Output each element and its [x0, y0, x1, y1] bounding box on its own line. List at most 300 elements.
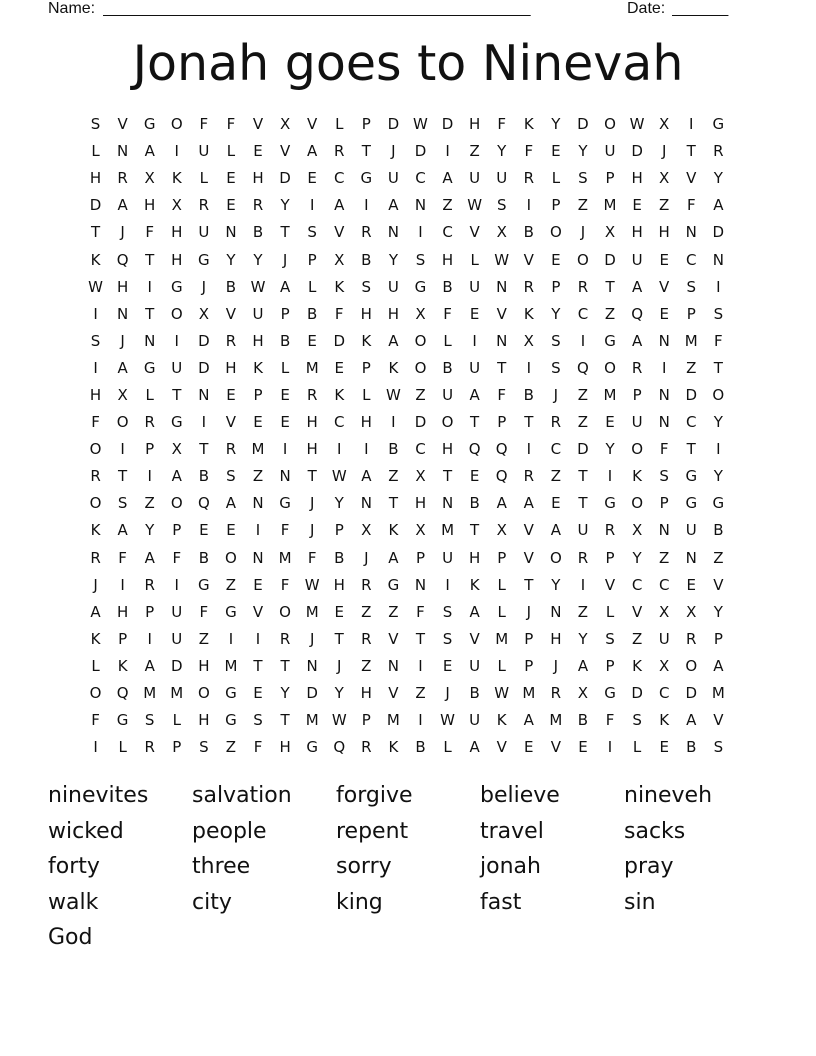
word-bank-item: pray — [624, 854, 674, 879]
grid-letter: J — [120, 331, 125, 350]
grid-row — [82, 463, 732, 490]
grid-letter: U — [631, 250, 643, 269]
grid-letter: X — [496, 521, 507, 540]
word-bank-item: wicked — [48, 818, 124, 844]
grid-letter: A — [388, 331, 399, 350]
grid-letter: G — [225, 602, 237, 621]
grid-letter: Y — [551, 575, 561, 594]
grid-letter: R — [225, 331, 237, 350]
grid-letter: R — [334, 142, 345, 161]
grid-letter: F — [334, 304, 344, 323]
grid-letter: K — [90, 521, 101, 540]
grid-letter: R — [279, 629, 291, 648]
grid-letter: O — [89, 494, 102, 513]
grid-letter: F — [416, 602, 425, 621]
grid-letter: Z — [604, 304, 616, 323]
grid-letter: U — [604, 142, 616, 161]
grid-letter: U — [252, 304, 264, 323]
grid-letter: D — [712, 223, 725, 242]
grid-letter: T — [605, 277, 615, 296]
grid-letter: V — [550, 738, 561, 757]
grid-letter: D — [631, 142, 643, 161]
grid-letter: R — [252, 196, 264, 215]
grid-letter: W — [250, 277, 266, 296]
grid-letter: S — [415, 250, 426, 269]
grid-letter: B — [307, 304, 318, 323]
grid-letter: U — [387, 169, 399, 188]
grid-letter: I — [607, 467, 613, 486]
grid-letter: L — [280, 358, 290, 377]
grid-letter: S — [442, 602, 453, 621]
grid-letter: P — [605, 656, 615, 675]
name-label: Name: — [48, 0, 96, 17]
grid-letter: N — [387, 223, 400, 242]
grid-letter: G — [306, 738, 318, 757]
grid-letter: E — [469, 304, 480, 323]
grid-letter: F — [118, 548, 127, 567]
grid-letter: G — [225, 711, 237, 730]
grid-letter: K — [334, 277, 345, 296]
grid-letter: Z — [252, 467, 264, 486]
grid-letter: L — [497, 575, 506, 594]
grid-letter: V — [388, 684, 399, 703]
grid-letter: P — [497, 548, 507, 567]
grid-letter: V — [225, 413, 237, 432]
grid-letter: P — [280, 304, 290, 323]
grid-letter: O — [225, 548, 237, 567]
grid-letter: H — [658, 223, 670, 242]
grid-letter: B — [279, 331, 291, 350]
grid-letter: S — [605, 629, 615, 648]
grid-letter: V — [279, 142, 291, 161]
grid-letter: O — [631, 494, 643, 513]
grid-letter: K — [523, 304, 534, 323]
grid-letter: K — [171, 169, 182, 188]
grid-letter: E — [659, 738, 669, 757]
grid-letter: R — [523, 467, 534, 486]
grid-letter: J — [309, 494, 315, 513]
grid-letter: V — [469, 223, 480, 242]
grid-letter: G — [225, 684, 237, 703]
grid-letter: H — [631, 223, 643, 242]
grid-letter: N — [658, 331, 670, 350]
word-search-grid — [82, 111, 732, 761]
grid-letter: J — [309, 629, 315, 648]
grid-letter: V — [686, 169, 697, 188]
grid-letter: M — [603, 196, 617, 215]
grid-letter: Y — [605, 440, 615, 459]
grid-letter: S — [632, 711, 642, 730]
grid-letter: U — [685, 521, 697, 540]
grid-letter: Y — [280, 196, 290, 215]
grid-letter: A — [523, 711, 534, 730]
grid-letter: R — [198, 196, 210, 215]
grid-letter: H — [198, 711, 210, 730]
grid-letter: F — [307, 548, 317, 567]
grid-row — [82, 572, 732, 599]
grid-letter: D — [306, 684, 318, 703]
grid-letter: I — [174, 142, 179, 161]
grid-letter: F — [172, 548, 182, 567]
grid-letter: S — [361, 277, 372, 296]
grid-letter: W — [331, 467, 347, 486]
grid-letter: O — [549, 548, 562, 567]
grid-letter: E — [659, 304, 669, 323]
grid-letter: P — [605, 548, 615, 567]
grid-letter: Z — [713, 548, 724, 567]
grid-letter: C — [334, 413, 345, 432]
grid-letter: R — [90, 467, 101, 486]
grid-letter: E — [442, 656, 453, 675]
grid-row — [82, 734, 732, 761]
grid-letter: E — [226, 196, 236, 215]
grid-letter: H — [360, 304, 372, 323]
grid-letter: O — [116, 413, 129, 432]
grid-letter: D — [89, 196, 102, 215]
grid-letter: U — [198, 142, 210, 161]
grid-letter: W — [413, 115, 428, 134]
grid-letter: R — [550, 413, 562, 432]
grid-letter: I — [689, 115, 694, 134]
grid-letter: P — [118, 629, 128, 648]
grid-letter: C — [442, 223, 453, 242]
grid-letter: Z — [577, 385, 589, 404]
grid-letter: R — [550, 684, 562, 703]
grid-letter: B — [252, 223, 264, 242]
grid-letter: A — [686, 711, 697, 730]
grid-letter: J — [337, 656, 342, 675]
grid-letter: F — [686, 196, 696, 215]
grid-letter: V — [225, 304, 237, 323]
grid-letter: B — [686, 738, 697, 757]
word-bank-item: jonah — [480, 854, 541, 879]
grid-letter: M — [549, 711, 563, 730]
grid-letter: O — [197, 684, 210, 703]
grid-letter: Q — [495, 440, 508, 459]
grid-letter: Y — [253, 250, 263, 269]
grid-letter: J — [661, 142, 667, 161]
grid-letter: G — [116, 711, 129, 730]
grid-letter: L — [551, 169, 561, 188]
grid-letter: O — [604, 115, 616, 134]
grid-letter: A — [144, 142, 155, 161]
grid-letter: R — [117, 169, 128, 188]
grid-letter: G — [604, 331, 616, 350]
grid-letter: U — [198, 223, 210, 242]
grid-letter: R — [144, 575, 155, 594]
grid-letter: I — [526, 440, 531, 459]
grid-letter: B — [334, 548, 345, 567]
grid-letter: G — [685, 467, 698, 486]
grid-letter: B — [523, 385, 534, 404]
grid-letter: I — [282, 440, 288, 459]
grid-letter: H — [468, 548, 481, 567]
grid-letter: P — [659, 494, 669, 513]
grid-letter: H — [387, 304, 400, 323]
grid-letter: P — [551, 196, 561, 215]
grid-letter: F — [280, 521, 290, 540]
grid-letter: T — [145, 250, 155, 269]
grid-letter: U — [387, 277, 399, 296]
grid-letter: T — [361, 142, 371, 161]
grid-letter: A — [388, 196, 399, 215]
grid-letter: C — [415, 169, 426, 188]
grid-letter: N — [225, 223, 237, 242]
grid-letter: I — [418, 711, 423, 730]
grid-letter: S — [117, 494, 128, 513]
grid-letter: C — [631, 575, 643, 594]
grid-row — [82, 545, 732, 572]
grid-letter: B — [361, 250, 372, 269]
grid-letter: A — [334, 196, 345, 215]
grid-letter: O — [685, 656, 698, 675]
grid-letter: P — [361, 358, 371, 377]
grid-letter: A — [631, 277, 643, 296]
grid-letter: U — [171, 358, 183, 377]
word-bank-item: sorry — [336, 854, 392, 879]
grid-letter: O — [170, 304, 183, 323]
word-bank-item: three — [192, 854, 251, 879]
grid-letter: Y — [551, 304, 561, 323]
grid-letter: D — [387, 115, 400, 134]
grid-letter: H — [631, 169, 643, 188]
grid-letter: Z — [144, 494, 155, 513]
grid-letter: J — [201, 277, 207, 296]
grid-letter: E — [524, 738, 534, 757]
grid-letter: V — [523, 548, 534, 567]
grid-letter: N — [658, 413, 670, 432]
grid-letter: A — [225, 494, 237, 513]
grid-letter: E — [226, 169, 236, 188]
grid-letter: N — [252, 548, 264, 567]
grid-letter: J — [364, 548, 369, 567]
grid-letter: Z — [469, 142, 480, 161]
grid-letter: Z — [686, 358, 697, 377]
grid-letter: F — [253, 738, 263, 757]
grid-letter: I — [147, 467, 152, 486]
grid-letter: D — [414, 142, 427, 161]
grid-letter: R — [144, 738, 155, 757]
grid-letter: S — [686, 277, 697, 296]
grid-letter: A — [523, 494, 534, 513]
grid-letter: I — [418, 656, 423, 675]
grid-letter: X — [117, 385, 128, 404]
grid-letter: Y — [388, 250, 398, 269]
grid-letter: I — [716, 277, 721, 296]
grid-letter: F — [199, 115, 209, 134]
grid-letter: X — [198, 304, 209, 323]
grid-letter: R — [523, 169, 534, 188]
grid-letter: H — [550, 629, 562, 648]
grid-letter: F — [659, 440, 669, 459]
grid-letter: H — [171, 250, 183, 269]
grid-letter: F — [443, 304, 452, 323]
grid-letter: I — [445, 142, 450, 161]
grid-letter: X — [144, 169, 155, 188]
grid-letter: A — [307, 142, 318, 161]
grid-letter: Z — [442, 196, 453, 215]
grid-letter: R — [686, 629, 697, 648]
grid-letter: A — [631, 331, 643, 350]
grid-letter: V — [631, 602, 643, 621]
grid-letter: P — [172, 521, 182, 540]
word-bank-item: city — [192, 889, 232, 915]
grid-letter: C — [550, 440, 562, 459]
grid-letter: S — [307, 223, 317, 242]
grid-letter: B — [469, 494, 480, 513]
grid-letter: E — [632, 196, 642, 215]
grid-letter: I — [364, 196, 369, 215]
grid-letter: Y — [551, 115, 561, 134]
grid-letter: O — [441, 413, 454, 432]
grid-letter: L — [335, 115, 344, 134]
grid-letter: L — [605, 602, 615, 621]
grid-letter: W — [494, 684, 510, 703]
grid-letter: X — [496, 223, 507, 242]
grid-letter: M — [603, 385, 617, 404]
grid-letter: R — [361, 629, 372, 648]
grid-letter: D — [198, 331, 210, 350]
grid-letter: P — [172, 738, 182, 757]
grid-letter: Z — [225, 738, 237, 757]
grid-letter: M — [305, 711, 319, 730]
grid-letter: X — [686, 602, 697, 621]
grid-letter: N — [279, 467, 291, 486]
grid-letter: G — [198, 250, 210, 269]
word-bank-item: forty — [48, 854, 100, 879]
grid-letter: J — [282, 250, 288, 269]
date-blank-line: _______ — [672, 0, 728, 17]
grid-letter: H — [116, 602, 129, 621]
grid-letter: A — [388, 548, 399, 567]
grid-letter: I — [93, 358, 98, 377]
grid-letter: R — [631, 358, 643, 377]
grid-letter: V — [469, 629, 480, 648]
grid-letter: J — [120, 223, 125, 242]
grid-letter: B — [442, 358, 453, 377]
grid-letter: K — [90, 250, 101, 269]
grid-letter: R — [361, 738, 372, 757]
grid-letter: L — [307, 277, 317, 296]
grid-letter: H — [225, 358, 237, 377]
grid-letter: A — [279, 277, 291, 296]
word-bank-item: forgive — [336, 783, 413, 808]
grid-letter: C — [686, 250, 697, 269]
grid-letter: T — [497, 358, 507, 377]
grid-letter: E — [334, 602, 344, 621]
grid-letter: P — [415, 548, 425, 567]
word-bank-item: king — [336, 889, 383, 915]
grid-letter: K — [659, 711, 670, 730]
grid-letter: Y — [280, 684, 290, 703]
grid-letter: S — [253, 711, 263, 730]
grid-letter: K — [632, 467, 643, 486]
grid-letter: S — [199, 738, 209, 757]
grid-letter: O — [577, 250, 589, 269]
grid-letter: X — [577, 684, 589, 703]
grid-letter: W — [331, 711, 347, 730]
grid-letter: S — [713, 304, 724, 323]
grid-letter: A — [90, 602, 101, 621]
grid-letter: U — [469, 277, 481, 296]
grid-letter: R — [523, 277, 534, 296]
grid-letter: I — [526, 196, 531, 215]
grid-letter: I — [255, 629, 261, 648]
grid-letter: H — [306, 413, 318, 432]
grid-letter: P — [713, 629, 723, 648]
grid-letter: O — [89, 440, 102, 459]
grid-letter: O — [549, 223, 562, 242]
grid-letter: D — [414, 413, 427, 432]
grid-letter: C — [658, 684, 670, 703]
grid-letter: G — [143, 115, 156, 134]
grid-letter: Q — [468, 440, 481, 459]
grid-letter: D — [631, 684, 643, 703]
grid-letter: D — [685, 385, 698, 404]
grid-letter: K — [523, 115, 534, 134]
grid-letter: M — [305, 358, 319, 377]
grid-letter: T — [442, 467, 453, 486]
grid-letter: P — [497, 413, 507, 432]
grid-row — [82, 328, 732, 355]
grid-letter: J — [445, 684, 450, 703]
grid-row — [82, 626, 732, 653]
grid-letter: D — [333, 331, 346, 350]
grid-letter: E — [551, 494, 561, 513]
grid-letter: K — [90, 629, 101, 648]
grid-letter: A — [496, 494, 507, 513]
grid-letter: L — [226, 142, 236, 161]
grid-letter: M — [386, 711, 400, 730]
grid-letter: M — [684, 331, 698, 350]
grid-letter: N — [496, 277, 508, 296]
grid-letter: E — [253, 575, 263, 594]
grid-row — [82, 409, 732, 436]
grid-letter: I — [309, 196, 315, 215]
grid-letter: T — [686, 142, 696, 161]
grid-letter: N — [306, 656, 318, 675]
grid-letter: G — [604, 684, 616, 703]
grid-letter: C — [658, 575, 670, 594]
grid-letter: N — [550, 602, 562, 621]
grid-letter: I — [364, 440, 369, 459]
grid-letter: B — [523, 223, 534, 242]
grid-row — [82, 653, 732, 680]
grid-letter: P — [361, 711, 371, 730]
grid-letter: R — [604, 521, 616, 540]
grid-letter: K — [388, 358, 399, 377]
grid-letter: X — [659, 115, 670, 134]
grid-letter: I — [255, 521, 261, 540]
grid-letter: A — [117, 196, 128, 215]
grid-letter: N — [441, 494, 454, 513]
grid-letter: X — [659, 602, 670, 621]
grid-letter: T — [90, 223, 101, 242]
grid-letter: O — [279, 602, 291, 621]
grid-letter: T — [388, 494, 398, 513]
grid-letter: V — [334, 223, 345, 242]
grid-letter: T — [253, 656, 263, 675]
grid-letter: X — [279, 115, 291, 134]
grid-letter: J — [526, 602, 531, 621]
grid-letter: I — [147, 629, 152, 648]
grid-letter: P — [334, 521, 344, 540]
grid-letter: B — [577, 711, 589, 730]
grid-letter: E — [226, 385, 236, 404]
grid-row — [82, 517, 732, 544]
word-bank-item: people — [192, 818, 267, 844]
grid-letter: K — [334, 385, 345, 404]
